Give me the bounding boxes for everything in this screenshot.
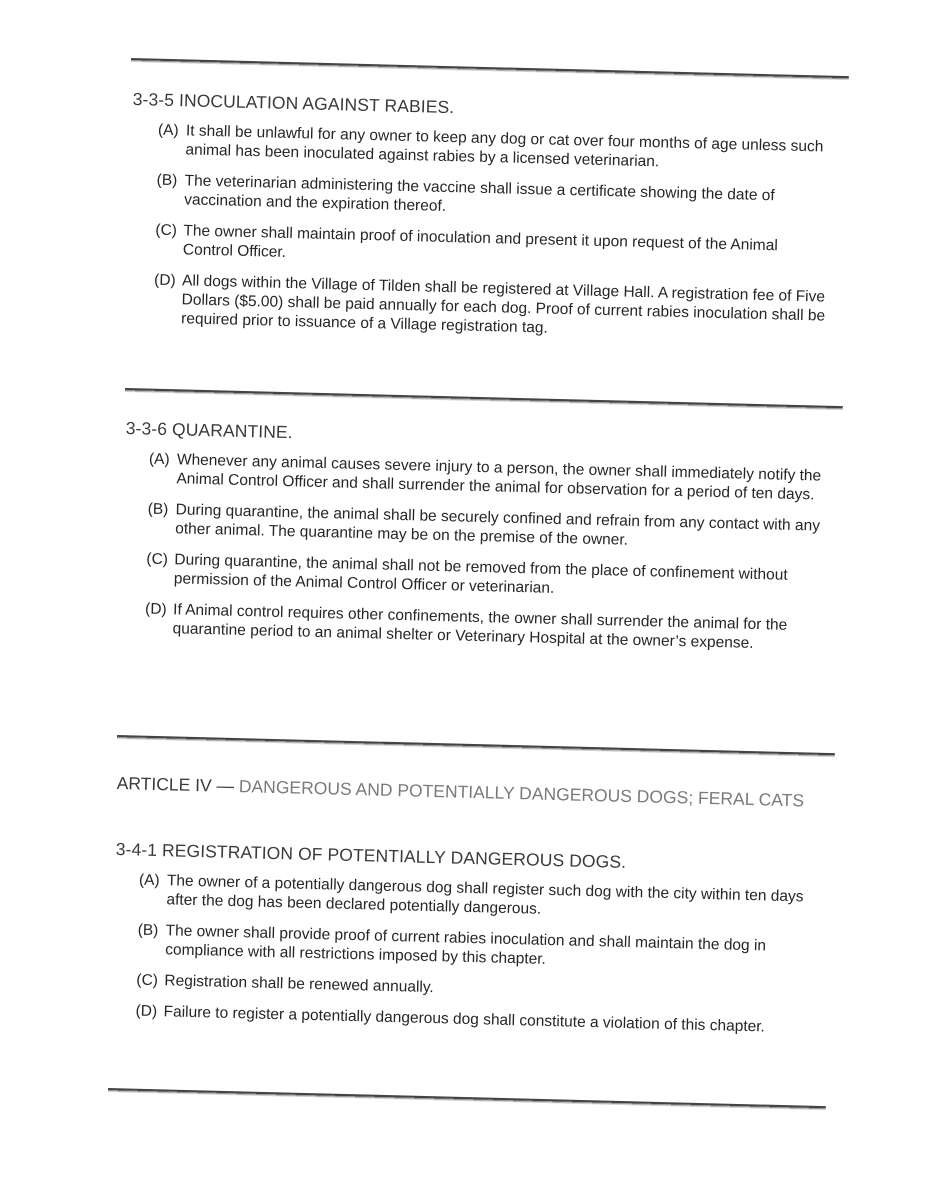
section-heading: 3-4-1 REGISTRATION OF POTENTIALLY DANGEROUS DOGS. — [115, 838, 627, 872]
list-item — [137, 921, 819, 976]
list-item — [155, 221, 830, 276]
item-text: Failure to register a potentially dangerous dog shall constitute a violation of this chapter. — [163, 1003, 766, 1036]
item-letter: (A) — [157, 121, 179, 140]
section-3-3-6 — [120, 417, 831, 667]
list-item — [156, 171, 831, 226]
list-item — [157, 121, 832, 176]
list-item — [135, 1002, 816, 1038]
section-heading: 3-3-5 INOCULATION AGAINST RABIES. — [132, 88, 455, 118]
item-text: The owner shall provide proof of current rabies inoculation and shall maintain the dog in compliance with all restrictions imposed by this chapter. — [164, 922, 767, 968]
article-iv — [116, 772, 822, 826]
item-text: It shall be unlawful for any owner to keep any dog or cat over four months of age unless such animal has been inoculated against rabies by a licensed veterinarian. — [185, 122, 824, 171]
list-item — [138, 871, 820, 926]
item-text: Whenever any animal causes severe injury to a person, the owner shall immediately notify the Animal Control Officer and shall surrender the animal for observation for a period of ten days. — [176, 451, 822, 504]
item-text: During quarantine, the animal shall be securely confined and refrain from any contact with any other animal. The quarantine may be on the premise of the owner. — [174, 501, 821, 549]
divider-rule — [125, 388, 843, 410]
item-letter: (B) — [156, 171, 178, 190]
item-letter: (A) — [148, 450, 170, 469]
list-item — [146, 550, 828, 605]
list-item — [153, 271, 828, 345]
item-text: If Animal control requires other confinements, the owner shall surrender the animal for the quarantine period to an animal shelter or Veterinary Hospital at the owner’s expense. — [172, 601, 788, 652]
item-letter: (B) — [147, 500, 169, 519]
item-text: During quarantine, the animal shall not be removed from the place of confinement without permission of the Animal Control Officer or veterinarian. — [173, 551, 788, 597]
item-letter: (D) — [135, 1002, 158, 1021]
article-title-lead: ARTICLE IV — — [116, 772, 235, 796]
item-text: The owner of a potentially dangerous dog shall register such dog with the city within ten days after the dog has been declared potentially dangerous. — [166, 872, 804, 918]
item-letter: (A) — [138, 871, 160, 890]
item-letter: (C) — [136, 971, 159, 990]
list-item — [148, 450, 830, 505]
item-text: The owner shall maintain proof of inoculation and present it upon request of the Animal Control Officer. — [182, 222, 778, 261]
article-title-rest: DANGEROUS AND POTENTIALLY DANGEROUS DOGS; FERAL CATS — [233, 775, 805, 811]
item-letter: (C) — [146, 550, 169, 569]
list-item — [136, 971, 817, 1007]
item-letter: (B) — [137, 921, 159, 940]
divider-rule — [131, 58, 849, 80]
item-text: All dogs within the Village of Tilden shall be registered at Village Hall. A registration fee of Five Dollars ($5.00) shall be paid annually for each dog. Proof of current rabies inoculation shall be required prior to issuance of a Village registration tag. — [180, 272, 826, 337]
article-title — [116, 772, 816, 812]
item-text: The veterinarian administering the vaccine shall issue a certificate showing the date of vaccination and the expiration thereof. — [183, 172, 775, 215]
divider-rule — [117, 735, 835, 757]
item-text: Registration shall be renewed annually. — [164, 972, 434, 997]
list-item — [144, 600, 826, 655]
divider-rule — [108, 1088, 826, 1110]
list-item — [147, 500, 829, 555]
section-3-4-1 — [111, 838, 821, 1050]
item-letter: (C) — [155, 221, 178, 240]
item-letter: (D) — [153, 271, 176, 290]
item-letter: (D) — [144, 600, 167, 619]
section-3-3-5 — [127, 88, 833, 357]
section-heading: 3-3-6 QUARANTINE. — [125, 417, 293, 443]
